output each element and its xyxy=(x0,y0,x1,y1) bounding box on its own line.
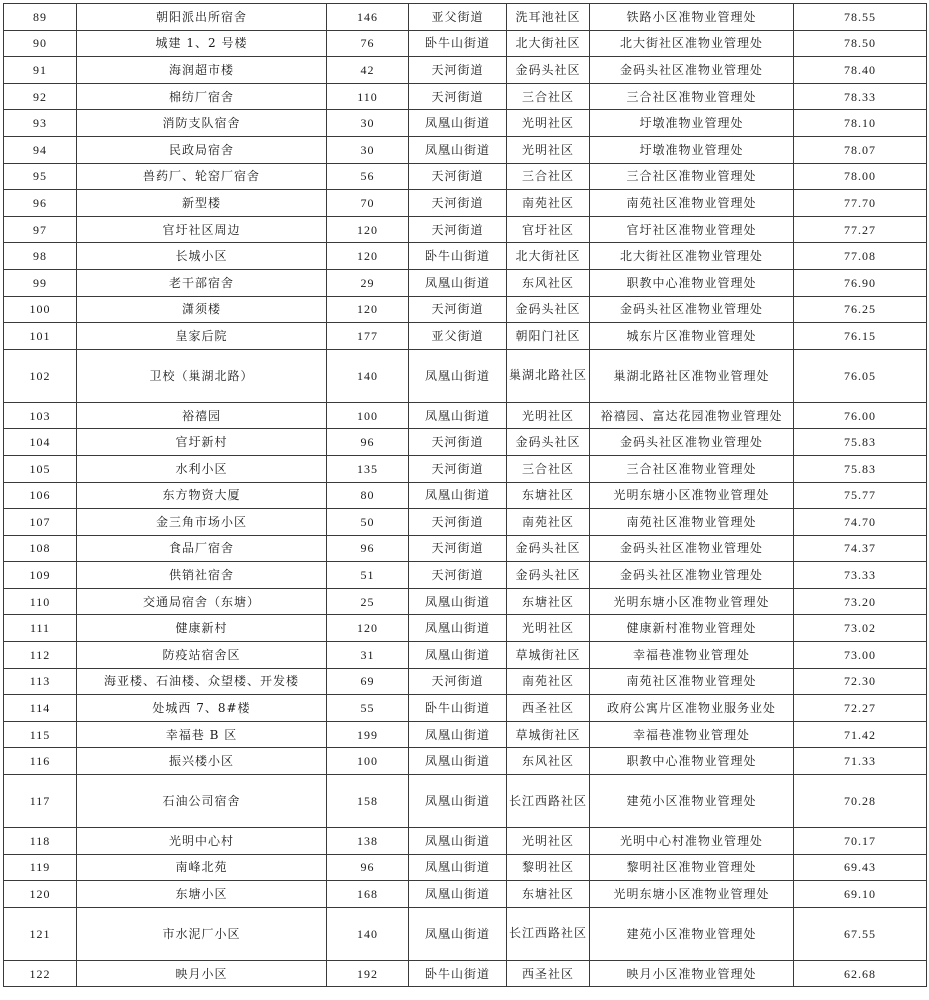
building-name: 城建 1、2 号楼 xyxy=(77,30,327,57)
management-office: 金码头社区准物业管理处 xyxy=(590,296,794,323)
building-name: 食品厂宿舍 xyxy=(77,535,327,562)
household-count: 199 xyxy=(327,721,409,748)
household-count: 120 xyxy=(327,615,409,642)
management-office: 裕禧园、富达花园准物业管理处 xyxy=(590,402,794,429)
management-office: 三合社区准物业管理处 xyxy=(590,455,794,482)
ranking-table xyxy=(3,3,927,987)
building-name: 幸福巷 B 区 xyxy=(77,721,327,748)
community-name: 草城街社区 xyxy=(507,721,590,748)
table-row xyxy=(4,296,927,323)
community-name: 金码头社区 xyxy=(507,535,590,562)
street-name: 天河街道 xyxy=(409,163,507,190)
management-office: 铁路小区准物业管理处 xyxy=(590,4,794,31)
community-name: 南苑社区 xyxy=(507,190,590,217)
household-count: 120 xyxy=(327,243,409,270)
street-name: 亚父街道 xyxy=(409,4,507,31)
row-number: 98 xyxy=(4,243,77,270)
household-count: 138 xyxy=(327,828,409,855)
row-number: 122 xyxy=(4,960,77,987)
management-office: 职教中心准物业管理处 xyxy=(590,748,794,775)
street-name: 凤凰山街道 xyxy=(409,748,507,775)
street-name: 天河街道 xyxy=(409,190,507,217)
community-name: 东风社区 xyxy=(507,748,590,775)
building-name: 健康新村 xyxy=(77,615,327,642)
building-name: 市水泥厂小区 xyxy=(77,907,327,960)
household-count: 135 xyxy=(327,455,409,482)
row-number: 96 xyxy=(4,190,77,217)
score-value: 78.55 xyxy=(794,4,927,31)
row-number: 115 xyxy=(4,721,77,748)
household-count: 100 xyxy=(327,402,409,429)
community-name: 北大街社区 xyxy=(507,30,590,57)
row-number: 103 xyxy=(4,402,77,429)
community-name: 朝阳门社区 xyxy=(507,323,590,350)
row-number: 89 xyxy=(4,4,77,31)
community-name: 东塘社区 xyxy=(507,588,590,615)
building-name: 消防支队宿舍 xyxy=(77,110,327,137)
table-row xyxy=(4,30,927,57)
score-value: 70.17 xyxy=(794,828,927,855)
street-name: 凤凰山街道 xyxy=(409,110,507,137)
score-value: 72.30 xyxy=(794,668,927,695)
building-name: 兽药厂、轮窑厂宿舍 xyxy=(77,163,327,190)
score-value: 76.00 xyxy=(794,402,927,429)
management-office: 金码头社区准物业管理处 xyxy=(590,562,794,589)
management-office: 建苑小区准物业管理处 xyxy=(590,907,794,960)
table-row xyxy=(4,402,927,429)
household-count: 168 xyxy=(327,881,409,908)
street-name: 亚父街道 xyxy=(409,323,507,350)
street-name: 天河街道 xyxy=(409,455,507,482)
row-number: 99 xyxy=(4,269,77,296)
street-name: 凤凰山街道 xyxy=(409,775,507,828)
table-row xyxy=(4,482,927,509)
community-name: 金码头社区 xyxy=(507,57,590,84)
building-name: 长城小区 xyxy=(77,243,327,270)
community-name: 三合社区 xyxy=(507,455,590,482)
building-name: 供销社宿舍 xyxy=(77,562,327,589)
street-name: 凤凰山街道 xyxy=(409,349,507,402)
table-row xyxy=(4,509,927,536)
street-name: 凤凰山街道 xyxy=(409,854,507,881)
score-value: 73.33 xyxy=(794,562,927,589)
row-number: 94 xyxy=(4,136,77,163)
household-count: 120 xyxy=(327,216,409,243)
table-row xyxy=(4,349,927,402)
building-name: 朝阳派出所宿舍 xyxy=(77,4,327,31)
community-name: 长江西路社区 xyxy=(507,775,590,828)
building-name: 处城西 7、8#楼 xyxy=(77,695,327,722)
row-number: 110 xyxy=(4,588,77,615)
table-row xyxy=(4,535,927,562)
building-name: 石油公司宿舍 xyxy=(77,775,327,828)
community-name: 三合社区 xyxy=(507,163,590,190)
street-name: 天河街道 xyxy=(409,296,507,323)
table-row xyxy=(4,243,927,270)
street-name: 卧牛山街道 xyxy=(409,30,507,57)
street-name: 凤凰山街道 xyxy=(409,269,507,296)
row-number: 118 xyxy=(4,828,77,855)
management-office: 金码头社区准物业管理处 xyxy=(590,535,794,562)
management-office: 北大街社区准物业管理处 xyxy=(590,30,794,57)
management-office: 健康新村准物业管理处 xyxy=(590,615,794,642)
community-name: 东塘社区 xyxy=(507,881,590,908)
row-number: 112 xyxy=(4,642,77,669)
building-name: 新型楼 xyxy=(77,190,327,217)
street-name: 凤凰山街道 xyxy=(409,721,507,748)
household-count: 100 xyxy=(327,748,409,775)
community-name: 金码头社区 xyxy=(507,296,590,323)
score-value: 75.83 xyxy=(794,455,927,482)
household-count: 177 xyxy=(327,323,409,350)
building-name: 民政局宿舍 xyxy=(77,136,327,163)
household-count: 158 xyxy=(327,775,409,828)
household-count: 50 xyxy=(327,509,409,536)
street-name: 凤凰山街道 xyxy=(409,881,507,908)
score-value: 78.00 xyxy=(794,163,927,190)
management-office: 政府公寓片区准物业服务业处 xyxy=(590,695,794,722)
score-value: 73.02 xyxy=(794,615,927,642)
score-value: 71.42 xyxy=(794,721,927,748)
street-name: 凤凰山街道 xyxy=(409,402,507,429)
score-value: 78.10 xyxy=(794,110,927,137)
score-value: 76.05 xyxy=(794,349,927,402)
community-name: 东塘社区 xyxy=(507,482,590,509)
household-count: 30 xyxy=(327,110,409,137)
row-number: 90 xyxy=(4,30,77,57)
score-value: 76.90 xyxy=(794,269,927,296)
community-name: 光明社区 xyxy=(507,828,590,855)
household-count: 80 xyxy=(327,482,409,509)
table-row xyxy=(4,907,927,960)
community-name: 巢湖北路社区 xyxy=(507,349,590,402)
management-office: 官圩社区准物业管理处 xyxy=(590,216,794,243)
row-number: 91 xyxy=(4,57,77,84)
management-office: 金码头社区准物业管理处 xyxy=(590,57,794,84)
household-count: 140 xyxy=(327,349,409,402)
management-office: 幸福巷准物业管理处 xyxy=(590,721,794,748)
household-count: 76 xyxy=(327,30,409,57)
score-value: 77.27 xyxy=(794,216,927,243)
table-row xyxy=(4,775,927,828)
building-name: 海亚楼、石油楼、众望楼、开发楼 xyxy=(77,668,327,695)
household-count: 31 xyxy=(327,642,409,669)
row-number: 107 xyxy=(4,509,77,536)
table-row xyxy=(4,269,927,296)
household-count: 69 xyxy=(327,668,409,695)
row-number: 105 xyxy=(4,455,77,482)
street-name: 凤凰山街道 xyxy=(409,907,507,960)
community-name: 光明社区 xyxy=(507,136,590,163)
table-row xyxy=(4,323,927,350)
community-name: 草城街社区 xyxy=(507,642,590,669)
street-name: 天河街道 xyxy=(409,535,507,562)
row-number: 93 xyxy=(4,110,77,137)
building-name: 光明中心村 xyxy=(77,828,327,855)
table-row xyxy=(4,190,927,217)
street-name: 天河街道 xyxy=(409,216,507,243)
building-name: 东塘小区 xyxy=(77,881,327,908)
building-name: 金三角市场小区 xyxy=(77,509,327,536)
community-name: 西圣社区 xyxy=(507,695,590,722)
score-value: 72.27 xyxy=(794,695,927,722)
community-name: 光明社区 xyxy=(507,402,590,429)
management-office: 黎明社区准物业管理处 xyxy=(590,854,794,881)
community-name: 洗耳池社区 xyxy=(507,4,590,31)
row-number: 104 xyxy=(4,429,77,456)
household-count: 120 xyxy=(327,296,409,323)
score-value: 73.00 xyxy=(794,642,927,669)
management-office: 南苑社区准物业管理处 xyxy=(590,668,794,695)
management-office: 巢湖北路社区准物业管理处 xyxy=(590,349,794,402)
building-name: 老干部宿舍 xyxy=(77,269,327,296)
building-name: 官圩新村 xyxy=(77,429,327,456)
household-count: 140 xyxy=(327,907,409,960)
street-name: 天河街道 xyxy=(409,57,507,84)
management-office: 南苑社区准物业管理处 xyxy=(590,190,794,217)
building-name: 卫校（巢湖北路） xyxy=(77,349,327,402)
score-value: 78.33 xyxy=(794,83,927,110)
community-name: 金码头社区 xyxy=(507,429,590,456)
street-name: 天河街道 xyxy=(409,83,507,110)
management-office: 三合社区准物业管理处 xyxy=(590,163,794,190)
street-name: 凤凰山街道 xyxy=(409,136,507,163)
management-office: 光明东塘小区准物业管理处 xyxy=(590,881,794,908)
row-number: 106 xyxy=(4,482,77,509)
management-office: 映月小区准物业管理处 xyxy=(590,960,794,987)
household-count: 56 xyxy=(327,163,409,190)
table-row xyxy=(4,642,927,669)
street-name: 凤凰山街道 xyxy=(409,588,507,615)
management-office: 圩墩准物业管理处 xyxy=(590,110,794,137)
table-row xyxy=(4,57,927,84)
row-number: 102 xyxy=(4,349,77,402)
community-name: 东风社区 xyxy=(507,269,590,296)
row-number: 108 xyxy=(4,535,77,562)
community-name: 光明社区 xyxy=(507,615,590,642)
score-value: 75.77 xyxy=(794,482,927,509)
score-value: 77.08 xyxy=(794,243,927,270)
building-name: 南峰北苑 xyxy=(77,854,327,881)
table-body xyxy=(4,4,927,987)
household-count: 51 xyxy=(327,562,409,589)
management-office: 三合社区准物业管理处 xyxy=(590,83,794,110)
score-value: 74.37 xyxy=(794,535,927,562)
building-name: 防疫站宿舍区 xyxy=(77,642,327,669)
row-number: 92 xyxy=(4,83,77,110)
street-name: 天河街道 xyxy=(409,668,507,695)
street-name: 凤凰山街道 xyxy=(409,642,507,669)
household-count: 25 xyxy=(327,588,409,615)
score-value: 73.20 xyxy=(794,588,927,615)
row-number: 100 xyxy=(4,296,77,323)
community-name: 三合社区 xyxy=(507,83,590,110)
table-row xyxy=(4,748,927,775)
management-office: 北大街社区准物业管理处 xyxy=(590,243,794,270)
building-name: 海润超市楼 xyxy=(77,57,327,84)
score-value: 70.28 xyxy=(794,775,927,828)
management-office: 圩墩准物业管理处 xyxy=(590,136,794,163)
management-office: 城东片区准物业管理处 xyxy=(590,323,794,350)
score-value: 78.07 xyxy=(794,136,927,163)
table-row xyxy=(4,854,927,881)
row-number: 114 xyxy=(4,695,77,722)
street-name: 凤凰山街道 xyxy=(409,482,507,509)
building-name: 棉纺厂宿舍 xyxy=(77,83,327,110)
household-count: 29 xyxy=(327,269,409,296)
community-name: 南苑社区 xyxy=(507,509,590,536)
row-number: 116 xyxy=(4,748,77,775)
score-value: 71.33 xyxy=(794,748,927,775)
building-name: 皇家后院 xyxy=(77,323,327,350)
household-count: 96 xyxy=(327,535,409,562)
street-name: 天河街道 xyxy=(409,509,507,536)
table-row xyxy=(4,615,927,642)
household-count: 55 xyxy=(327,695,409,722)
community-name: 官圩社区 xyxy=(507,216,590,243)
household-count: 110 xyxy=(327,83,409,110)
building-name: 水利小区 xyxy=(77,455,327,482)
building-name: 裕禧园 xyxy=(77,402,327,429)
building-name: 映月小区 xyxy=(77,960,327,987)
row-number: 119 xyxy=(4,854,77,881)
score-value: 77.70 xyxy=(794,190,927,217)
street-name: 天河街道 xyxy=(409,429,507,456)
household-count: 30 xyxy=(327,136,409,163)
community-name: 南苑社区 xyxy=(507,668,590,695)
row-number: 111 xyxy=(4,615,77,642)
table-row xyxy=(4,721,927,748)
household-count: 96 xyxy=(327,854,409,881)
table-row xyxy=(4,455,927,482)
management-office: 光明中心村准物业管理处 xyxy=(590,828,794,855)
table-row xyxy=(4,881,927,908)
table-row xyxy=(4,4,927,31)
community-name: 西圣社区 xyxy=(507,960,590,987)
household-count: 42 xyxy=(327,57,409,84)
management-office: 幸福巷准物业管理处 xyxy=(590,642,794,669)
street-name: 卧牛山街道 xyxy=(409,243,507,270)
management-office: 南苑社区准物业管理处 xyxy=(590,509,794,536)
row-number: 121 xyxy=(4,907,77,960)
row-number: 120 xyxy=(4,881,77,908)
score-value: 69.43 xyxy=(794,854,927,881)
street-name: 凤凰山街道 xyxy=(409,828,507,855)
community-name: 长江西路社区 xyxy=(507,907,590,960)
building-name: 潇须楼 xyxy=(77,296,327,323)
table-row xyxy=(4,429,927,456)
community-name: 北大街社区 xyxy=(507,243,590,270)
building-name: 官圩社区周边 xyxy=(77,216,327,243)
score-value: 78.50 xyxy=(794,30,927,57)
table-row xyxy=(4,960,927,987)
street-name: 天河街道 xyxy=(409,562,507,589)
community-name: 光明社区 xyxy=(507,110,590,137)
community-name: 黎明社区 xyxy=(507,854,590,881)
table-row xyxy=(4,828,927,855)
table-row xyxy=(4,163,927,190)
table-row xyxy=(4,668,927,695)
row-number: 101 xyxy=(4,323,77,350)
management-office: 职教中心准物业管理处 xyxy=(590,269,794,296)
score-value: 67.55 xyxy=(794,907,927,960)
household-count: 146 xyxy=(327,4,409,31)
row-number: 113 xyxy=(4,668,77,695)
management-office: 光明东塘小区准物业管理处 xyxy=(590,588,794,615)
table-row xyxy=(4,695,927,722)
score-value: 78.40 xyxy=(794,57,927,84)
building-name: 交通局宿舍（东塘） xyxy=(77,588,327,615)
street-name: 凤凰山街道 xyxy=(409,615,507,642)
household-count: 96 xyxy=(327,429,409,456)
row-number: 95 xyxy=(4,163,77,190)
score-value: 69.10 xyxy=(794,881,927,908)
household-count: 70 xyxy=(327,190,409,217)
management-office: 建苑小区准物业管理处 xyxy=(590,775,794,828)
table-row xyxy=(4,110,927,137)
table-row xyxy=(4,83,927,110)
table-row xyxy=(4,588,927,615)
score-value: 62.68 xyxy=(794,960,927,987)
street-name: 卧牛山街道 xyxy=(409,695,507,722)
table-row xyxy=(4,136,927,163)
management-office: 金码头社区准物业管理处 xyxy=(590,429,794,456)
building-name: 东方物资大厦 xyxy=(77,482,327,509)
street-name: 卧牛山街道 xyxy=(409,960,507,987)
management-office: 光明东塘小区准物业管理处 xyxy=(590,482,794,509)
score-value: 76.25 xyxy=(794,296,927,323)
score-value: 74.70 xyxy=(794,509,927,536)
community-name: 金码头社区 xyxy=(507,562,590,589)
row-number: 97 xyxy=(4,216,77,243)
score-value: 75.83 xyxy=(794,429,927,456)
household-count: 192 xyxy=(327,960,409,987)
building-name: 振兴楼小区 xyxy=(77,748,327,775)
table-row xyxy=(4,216,927,243)
score-value: 76.15 xyxy=(794,323,927,350)
table-row xyxy=(4,562,927,589)
row-number: 109 xyxy=(4,562,77,589)
row-number: 117 xyxy=(4,775,77,828)
